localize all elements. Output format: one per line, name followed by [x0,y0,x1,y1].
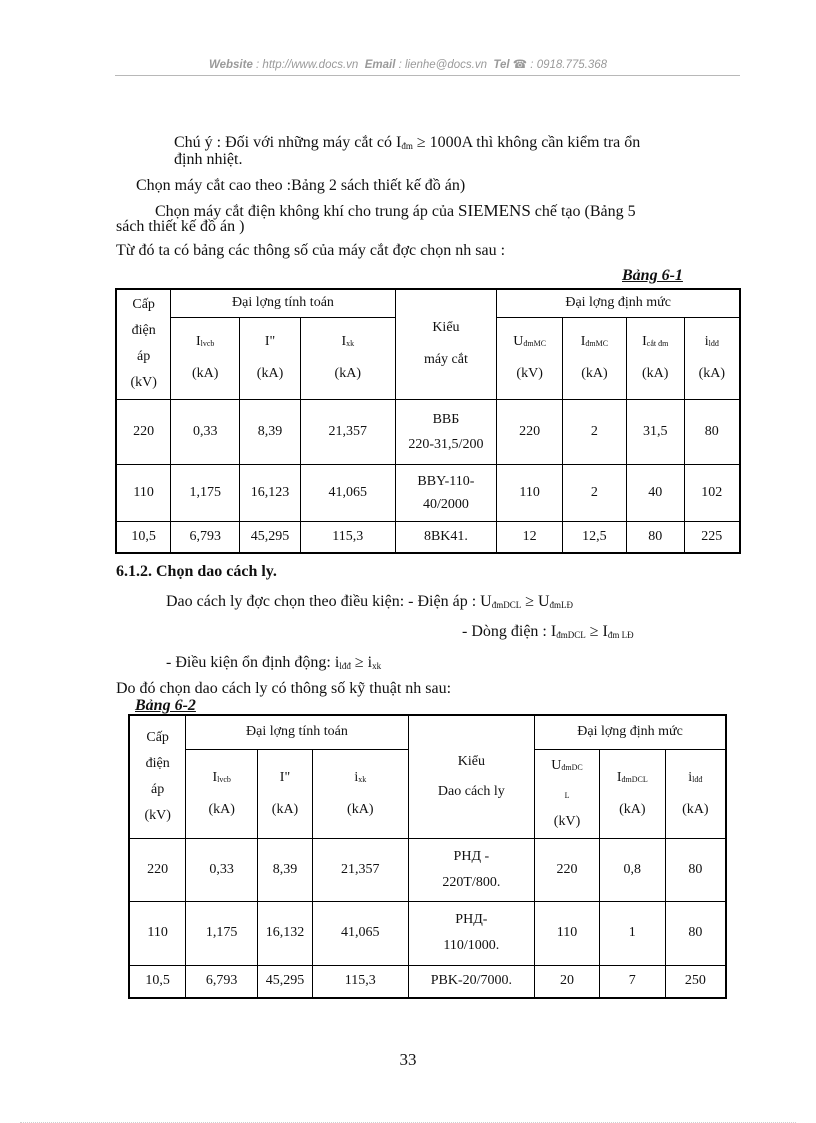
choose-high-voltage: Chọn máy cắt cao theo :Bảng 2 sách thiết kế đồ án) [136,177,466,194]
table-intro: Từ đó ta có bảng các thông số của máy cắt đợc chọn nh sau : [116,242,506,259]
col-icatdm: $I_{cắt đm}$ (kA) [626,317,684,399]
group-rated: Đại lợng định mức [535,715,726,749]
note-line-2: định nhiệt. [174,151,243,168]
col-isc: I" (kA) [240,317,301,399]
col-disconnector-type: Kiểu Dao cách ly [408,715,535,838]
col-ixk: $I_{xk}$ (kA) [300,317,395,399]
condition-current: - Dòng điện : $I_{đmDCL} \ge I_{đm LĐ}$ [462,623,634,640]
website-label: Website [208,59,253,71]
col-ixk: $i_{xk}$ (kA) [312,749,408,838]
col-voltage-level: Cấp điện áp (kV) [116,289,171,399]
col-idmdcl: $I_{đmDCL}$ (kA) [599,749,665,838]
table2-intro: Do đó chọn dao cách ly có thông số kỹ thuật nh sau: [116,680,452,697]
website-value[interactable]: : http://www.docs.vn [256,59,359,71]
choose-mid-voltage-line-2: sách thiết kế đồ án ) [116,218,245,235]
table1-caption: Bảng 6-1 [622,267,683,284]
group-calculated: Đại lợng tính toán [171,289,395,317]
table-row: 10,5 6,793 45,295 115,3 PBK-20/7000. 20 7 250 [129,965,726,998]
tel-label: Tel [493,59,510,71]
col-ilvcb: $I_{lvcb}$ (kA) [186,749,258,838]
header-divider [115,75,740,76]
page-number: 33 [399,1050,417,1069]
circuit-breaker-table [115,288,741,554]
table2-caption: Bảng 6-2 [135,697,196,714]
email-label: Email [364,59,396,71]
brand-name: SIEMENS [458,201,531,220]
col-udmmc: $U_{đmMC}$ (kV) [497,317,563,399]
col-breaker-type: Kiểu máy cắt [395,289,497,399]
col-ildd: $i_{lđđ}$ (kA) [665,749,726,838]
condition-dynamic: - Điều kiện ổn định động: $i_{lđđ} \ge i_{xk}$ [166,654,382,671]
col-isc: I" (kA) [258,749,313,838]
table-row: 220 0,33 8,39 21,357 PHД - 220T/800. 220 0,8 80 [129,838,726,901]
table-row: 10,5 6,793 45,295 115,3 8BK41. 12 12,5 80 225 [116,521,740,553]
choose-mid-voltage-line-1: Chọn máy cắt điện không khí cho trung áp của SIEMENS chế tạo (Bảng 5 [155,201,636,220]
group-calculated: Đại lợng tính toán [186,715,408,749]
table-row: 110 1,175 16,132 41,065 PHД- 110/1000. 110 1 80 [129,901,726,965]
disconnector-table [128,714,727,999]
group-rated: Đại lợng định mức [497,289,740,317]
col-udmdcl: $U_{đmDC L}$ (kV) [535,749,600,838]
note-line-1: Chú ý : Đối với những máy cắt có $I_{đm} \ge 1000A$ thì không cần kiểm tra ổn [174,134,641,151]
col-ildd: $i_{lđđ}$ (kA) [684,317,740,399]
table-row: 220 0,33 8,39 21,357 BBБ 220-31,5/200 220 2 31,5 80 [116,399,740,464]
col-idmmc: $I_{đmMC}$ (kA) [563,317,627,399]
page-header [0,57,816,71]
col-ilvcb: $I_{lvcb}$ (kA) [171,317,240,399]
email-value[interactable]: : lienhe@docs.vn [398,59,487,71]
tel-value: ☎ : 0918.775.368 [512,59,608,71]
col-voltage-level: Cấp điện áp (kV) [129,715,186,838]
condition-voltage: Dao cách ly đợc chọn theo điều kiện: - Điện áp : $U_{đmDCL} \ge U_{đmLĐ}$ [166,593,574,610]
table-row: 110 1,175 16,123 41,065 BBY-110- 40/2000 110 2 40 102 [116,464,740,521]
section-heading: 6.1.2. Chọn dao cách ly. [116,563,277,580]
